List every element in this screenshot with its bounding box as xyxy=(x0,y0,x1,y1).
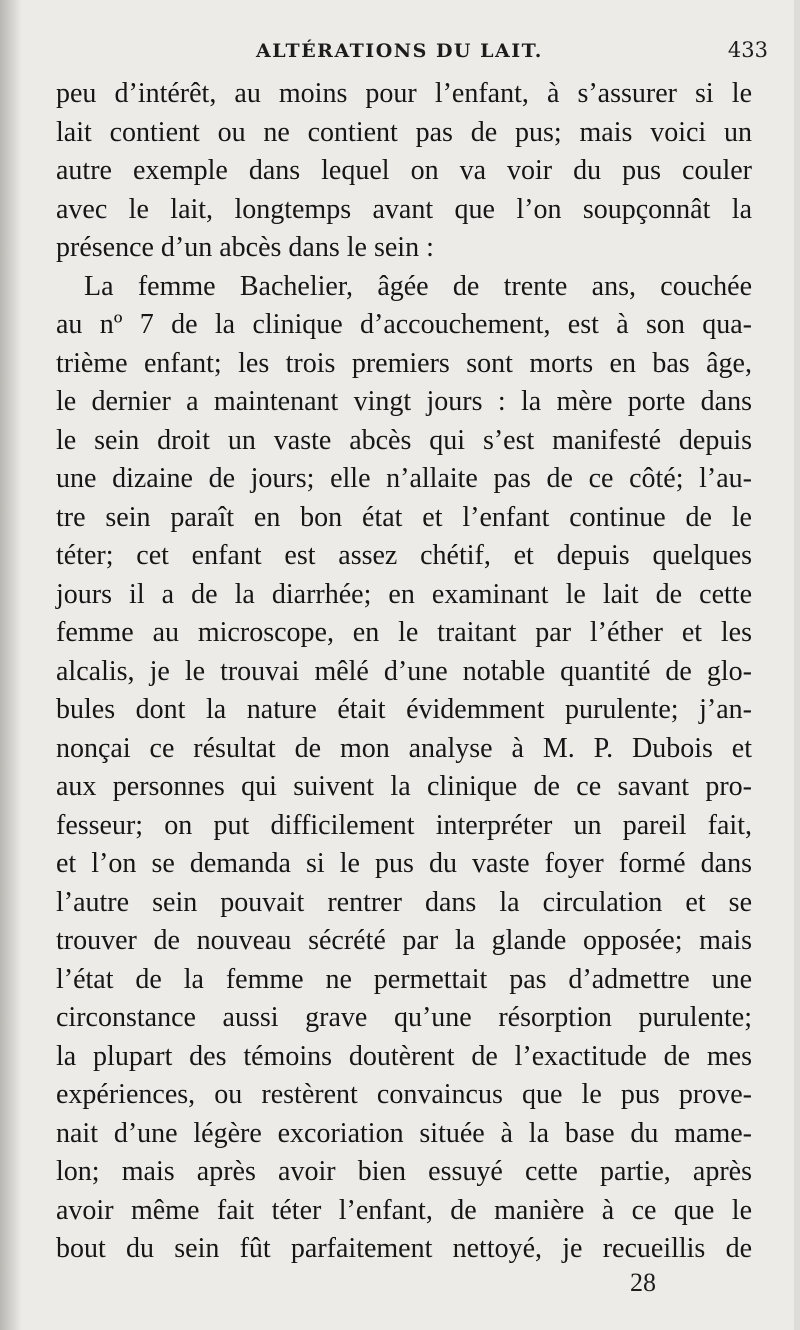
text-line: lon; mais après avoir bien essuyé cette partie, après xyxy=(56,1156,752,1187)
text-line: lait contient ou ne contient pas de pus; mais voici un xyxy=(56,116,752,148)
page-number: 433 xyxy=(727,38,768,62)
text-line: l’état de la femme ne permettait pas d’admettre une xyxy=(56,963,752,995)
running-head: ALTÉRATIONS DU LAIT. xyxy=(256,40,543,62)
text-line: peu d’intérêt, au moins pour l’enfant, à s’assurer si le xyxy=(56,78,752,109)
text-line: avec le lait, longtemps avant que l’on soupçonnât la xyxy=(56,193,752,225)
text-line: au nº 7 de la clinique d’accouchement, est à son qua- xyxy=(56,309,752,340)
text-line: bout du sein fût parfaitement nettoyé, je recueillis de xyxy=(56,1233,752,1264)
text-line: bules dont la nature était évidemment purulente; j’an- xyxy=(56,694,752,725)
text-line: et l’on se demanda si le pus du vaste foyer formé dans xyxy=(56,848,752,879)
body-text xyxy=(56,75,752,1269)
text-line: le sein droit un vaste abcès qui s’est manifesté depuis xyxy=(56,424,752,456)
text-line: une dizaine de jours; elle n’allaite pas de ce côté; l’au- xyxy=(56,463,752,494)
text-line: femme au microscope, en le traitant par l’éther et les xyxy=(56,617,752,648)
text-line: autre exemple dans lequel on va voir du pus couler xyxy=(56,155,752,186)
page-edge xyxy=(794,0,800,1330)
text-line: aux personnes qui suivent la clinique de ce savant pro- xyxy=(56,771,752,802)
paragraph-1 xyxy=(56,75,752,268)
text-line: La femme Bachelier, âgée de trente ans, couchée xyxy=(84,270,752,302)
text-line: fesseur; on put difficilement interpréter un pareil fait, xyxy=(56,809,752,841)
paragraph-2 xyxy=(56,268,752,1269)
text-line: alcalis, je le trouvai mêlé d’une notable quantité de glo- xyxy=(56,655,752,687)
text-line: tre sein paraît en bon état et l’enfant continue de le xyxy=(56,501,752,533)
text-line: la plupart des témoins doutèrent de l’exactitude de mes xyxy=(56,1040,752,1072)
text-line: téter; cet enfant est assez chétif, et depuis quelques xyxy=(56,540,752,571)
text-line: nonçai ce résultat de mon analyse à M. P. Dubois et xyxy=(56,732,752,764)
page-header xyxy=(56,36,768,68)
text-line: présence d’un abcès dans le sein : xyxy=(56,232,434,263)
text-line: nait d’une légère excoriation située à la base du mame- xyxy=(56,1117,752,1149)
text-line: trième enfant; les trois premiers sont morts en bas âge, xyxy=(56,347,752,379)
signature-mark: 28 xyxy=(630,1268,656,1297)
text-line: avoir même fait téter l’enfant, de manière à ce que le xyxy=(56,1194,752,1226)
text-line: expériences, ou restèrent convaincus que le pus prove- xyxy=(56,1079,752,1110)
text-line: l’autre sein pouvait rentrer dans la circulation et se xyxy=(56,886,752,918)
text-line: le dernier a maintenant vingt jours : la mère porte dans xyxy=(56,386,752,417)
text-line: circonstance aussi grave qu’une résorption purulente; xyxy=(56,1002,752,1033)
text-line: trouver de nouveau sécrété par la glande opposée; mais xyxy=(56,925,752,956)
page-gutter-shadow xyxy=(0,0,22,1330)
text-line: jours il a de la diarrhée; en examinant le lait de cette xyxy=(56,578,752,610)
